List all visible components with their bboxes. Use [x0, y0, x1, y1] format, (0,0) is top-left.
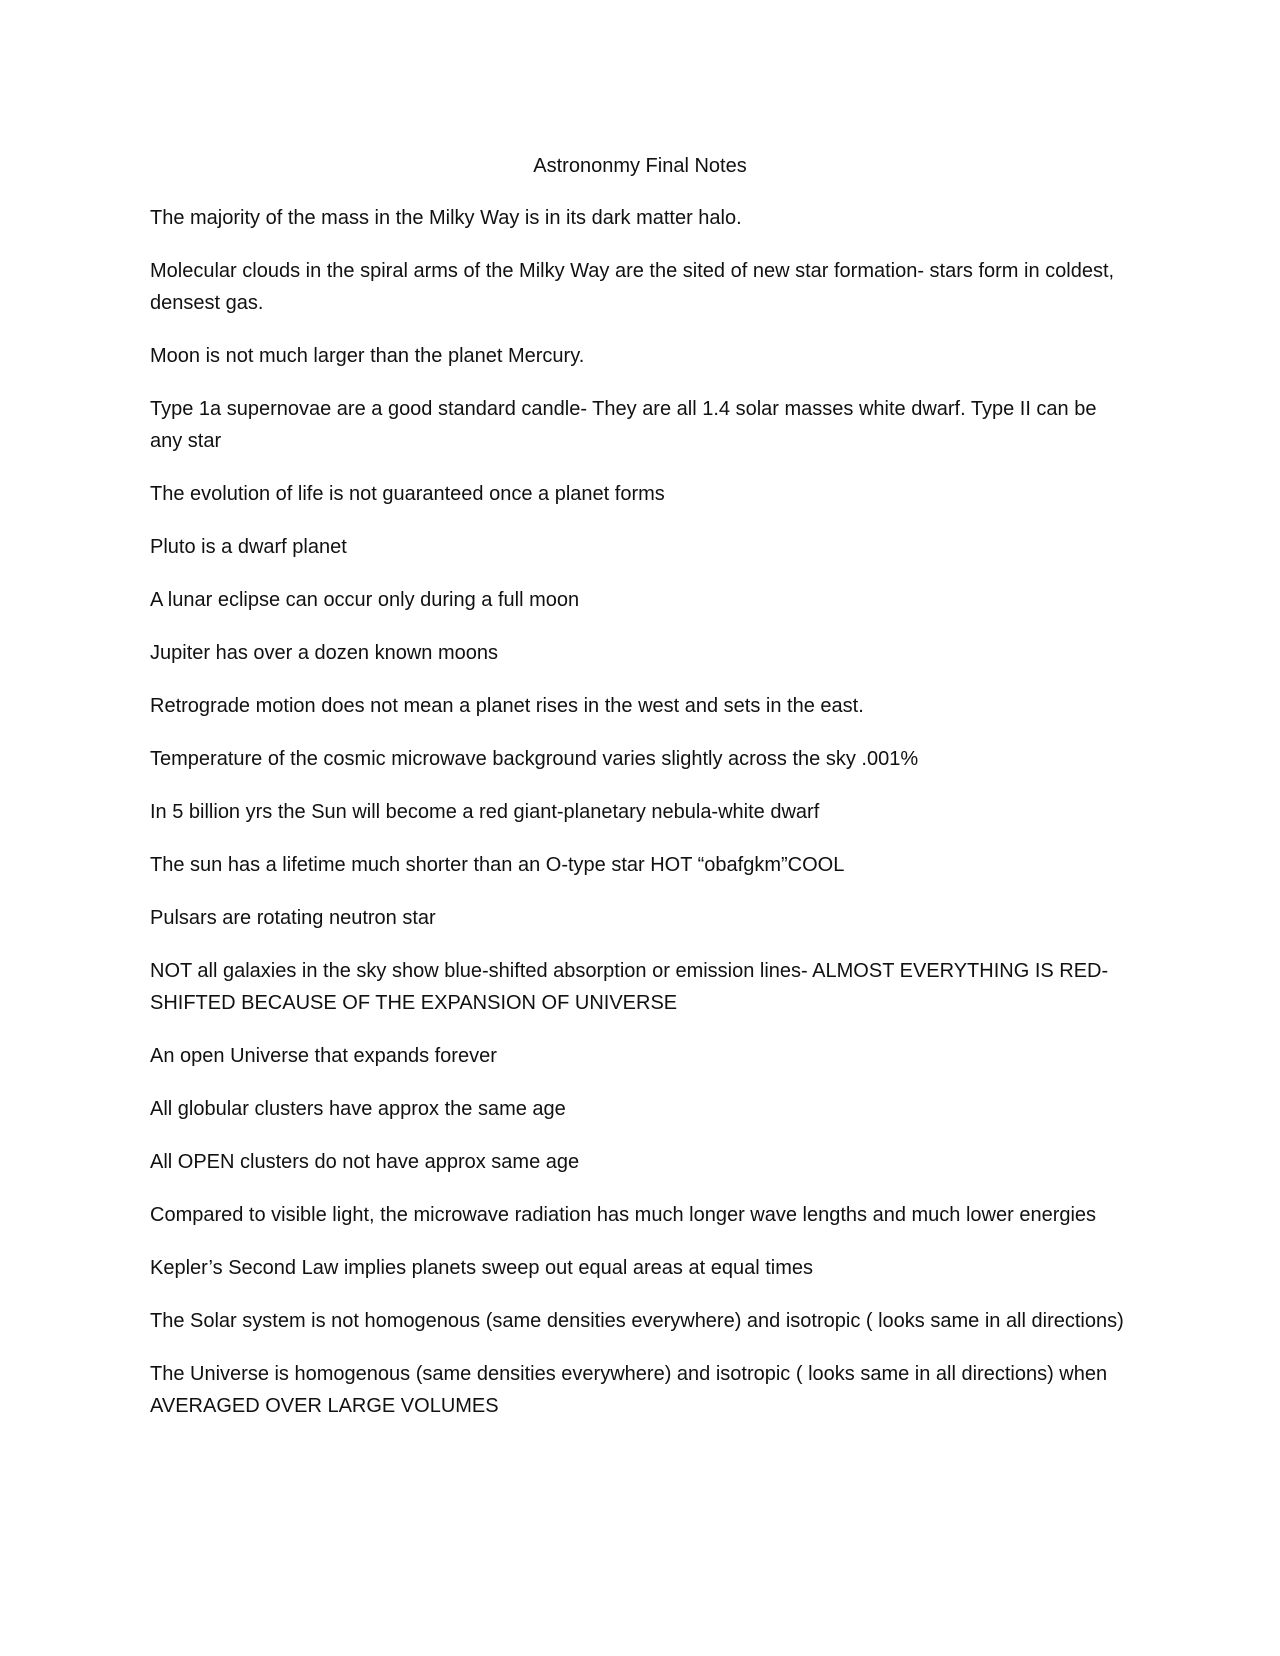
note-paragraph: Pluto is a dwarf planet — [150, 536, 347, 558]
note-paragraph: The majority of the mass in the Milky Way is in its dark matter halo. — [150, 207, 742, 229]
note-paragraph: Retrograde motion does not mean a planet rises in the west and sets in the east. — [150, 695, 864, 717]
note-paragraph: An open Universe that expands forever — [150, 1045, 497, 1067]
note-paragraph: Moon is not much larger than the planet Mercury. — [150, 345, 585, 367]
note-paragraph: The evolution of life is not guaranteed once a planet forms — [150, 483, 665, 505]
note-paragraph: Kepler’s Second Law implies planets sweep out equal areas at equal times — [150, 1257, 813, 1279]
document-title: Astrononmy Final Notes — [533, 155, 747, 177]
note-paragraph: Jupiter has over a dozen known moons — [150, 642, 498, 664]
note-paragraph: Molecular clouds in the spiral arms of the Milky Way are the sited of new star formation- stars form in coldest, densest gas. — [150, 260, 1115, 314]
note-paragraph: All globular clusters have approx the same age — [150, 1098, 566, 1120]
note-paragraph: Type 1a supernovae are a good standard candle- They are all 1.4 solar masses white dwarf. Type II can be any star — [150, 398, 1097, 452]
note-paragraph: The sun has a lifetime much shorter than an O-type star HOT “obafgkm”COOL — [150, 854, 845, 876]
note-paragraph: Pulsars are rotating neutron star — [150, 907, 436, 929]
note-paragraph: Temperature of the cosmic microwave background varies slightly across the sky .001% — [150, 748, 919, 770]
note-paragraph: The Solar system is not homogenous (same densities everywhere) and isotropic ( looks same in all directions) — [150, 1310, 1124, 1332]
note-paragraph: In 5 billion yrs the Sun will become a red giant-planetary nebula-white dwarf — [150, 801, 820, 823]
note-paragraph: The Universe is homogenous (same densities everywhere) and isotropic ( looks same in all directions) when AVERAGED OVER LARGE VOLUMES — [150, 1363, 1108, 1417]
document-body — [150, 150, 1130, 1443]
note-paragraph: A lunar eclipse can occur only during a full moon — [150, 589, 580, 611]
note-paragraph: NOT all galaxies in the sky show blue-shifted absorption or emission lines- ALMOST EVERYTHING IS RED-SHIFTED BECAUSE OF THE EXPANSION OF UNIVERSE — [150, 960, 1109, 1014]
note-paragraph: Compared to visible light, the microwave radiation has much longer wave lengths and much lower energies — [150, 1204, 1097, 1226]
note-paragraph: All OPEN clusters do not have approx same age — [150, 1151, 580, 1173]
